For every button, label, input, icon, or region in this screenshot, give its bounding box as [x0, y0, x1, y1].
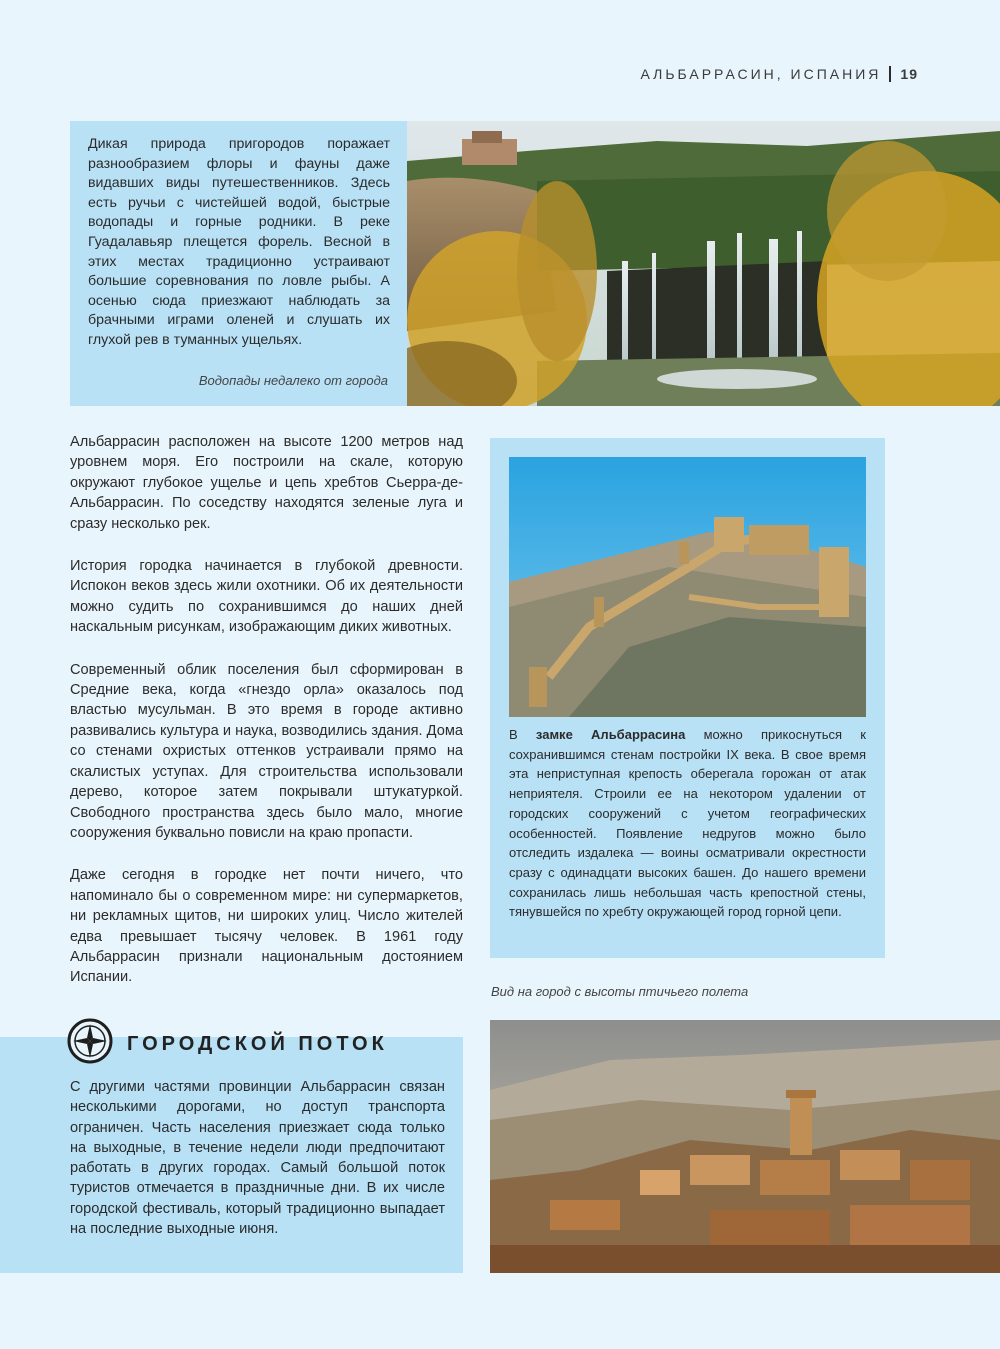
compass-icon [66, 1017, 114, 1070]
nature-info-box [70, 121, 407, 406]
paragraph-history: История городка начинается в глубокой древности. Испокон веков здесь жили охотники. Об их деятельности можно судить по сохранившимся до наших дней наскальным рисункам, изображающим диких животных. [70, 558, 463, 636]
castle-info-box [490, 438, 885, 958]
paragraph-middle-ages: Современный облик поселения был сформирован в Средние века, когда «гнездо орла» оказалось под властью мусульман. В это время в городе активно развивались культура и наука, возводились здания. Дома со стенами охристых оттенков устраивали прямо на скалистых уступах. Для строительства использовали дерево, которое затем покрывали штукатуркой. Свободного пространства здесь было мало, многие сооружения буквально повисли на краю пропасти. [70, 661, 463, 841]
paragraph-location: Альбаррасин расположен на высоте 1200 метров над уровнем моря. Его построили на скале, которую окружают глубокое ущелье и цепь хребтов Сьерра-де-Альбаррасин. По соседству находятся зеленые луга и сразу несколько рек. [70, 434, 463, 532]
header-divider [889, 66, 891, 82]
paragraph-today: Даже сегодня в городке нет почти ничего, что напоминало бы о современном мире: ни супермаркетов, ни рекламных щитов, ни широких улиц. Число жителей едва превышает тысячу человек. В 1961 году Альбаррасин признали национальным достоянием Испании. [70, 867, 463, 986]
city-flow-box [0, 1033, 463, 1273]
city-caption: Вид на город с высоты птичьего полета [491, 984, 749, 999]
waterfall-caption: Водопады недалеко от города [198, 373, 388, 388]
castle-text: В замке Альбаррасина можно прикоснуться к сохранившимся стенам постройки IX века. В свое время эта неприступная крепость оберегала горожан от атак неприятеля. Строили ее на некотором удалении от городских сооружений с учетом географических особенностей. Появление недругов можно было отследить издалека — воины осматривали окрестности сразу с одинадцати высоких башен. До нашего времени сохранилась лишь небольшая часть крепостной стены, тянувшейся по хребту окружающей город горной цепи. [509, 727, 866, 920]
running-header [640, 66, 918, 82]
nature-text: Дикая природа пригородов поражает разнообразием флоры и фауны даже видавших виды путешественников. Здесь есть ручьи с чистейшей водой, быстрые водопады и горные родники. В реке Гуадалавьяр плещется форель. Весной в этих местах традиционно устраивают большие соревнования по ловле рыбы. А осенью сюда приезжают наблюдать за брачными играми оленей и слушать их глухой рев в туманных ущельях. [88, 136, 390, 348]
castle-name: замке Альбаррасина [535, 727, 686, 742]
city-photo [490, 1020, 1000, 1273]
waterfall-photo [407, 121, 1000, 406]
page-number: 19 [900, 66, 918, 82]
header-title: АЛЬБАРРАСИН, ИСПАНИЯ [640, 66, 882, 82]
section-title: ГОРОДСКОЙ ПОТОК [127, 1033, 388, 1055]
main-text-column [70, 432, 463, 1010]
flow-text: С другими частями провинции Альбаррасин связан несколькими дорогами, но доступ транспорта ограничен. Часть населения приезжает сюда только на выходные, в течение недели люди предпочитают работать в других городах. Самый большой поток туристов отмечается в праздничные дни. В их числе городской фестиваль, который традиционно выпадает на последние выходные июня. [70, 1079, 445, 1238]
castle-photo [509, 457, 866, 717]
